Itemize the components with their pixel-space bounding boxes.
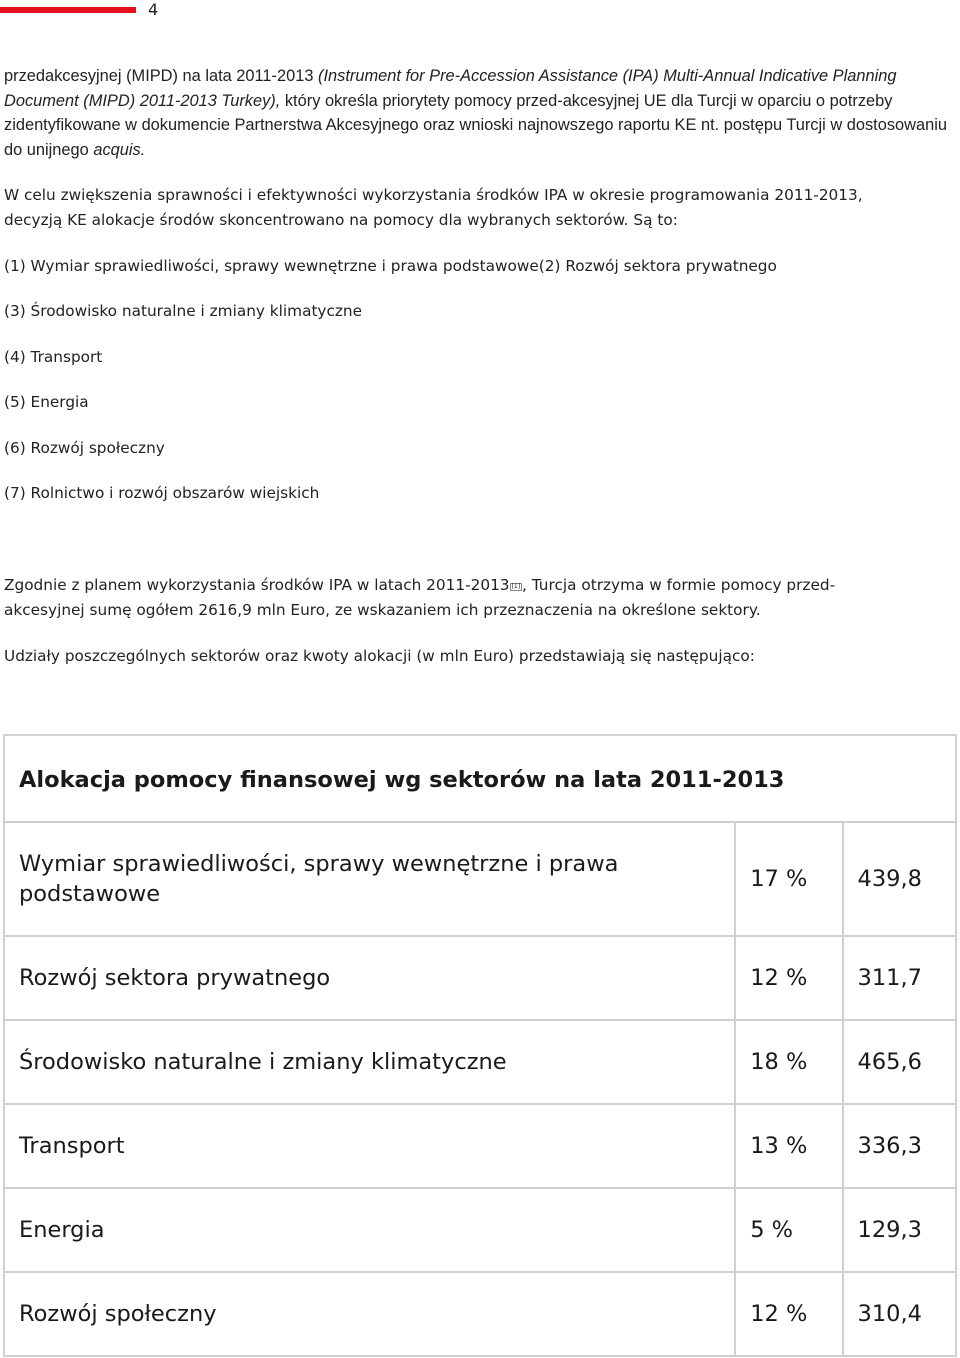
sectors-paragraph-line-1: W celu zwiększenia sprawności i efektywności wykorzystania środków IPA w okresie programowania 2011-2013, <box>4 186 863 204</box>
sector-share: 5 % <box>735 1188 842 1272</box>
table-row <box>4 1020 956 1104</box>
table-title-row <box>4 735 956 822</box>
sector-share: 13 % <box>735 1104 842 1188</box>
priority-item: (4) Transport <box>4 348 103 366</box>
priority-item: (6) Rozwój społeczny <box>4 439 165 457</box>
priority-item: (1) Wymiar sprawiedliwości, sprawy wewnętrzne i prawa podstawowe(2) Rozwój sektora prywatnego <box>4 257 777 275</box>
priority-item: (5) Energia <box>4 393 89 411</box>
sector-name: Rozwój społeczny <box>4 1272 735 1356</box>
intro-text-1: przedakcesyjnej (MIPD) na lata 2011-2013 <box>4 67 319 85</box>
table-row <box>4 1188 956 1272</box>
sector-name: Transport <box>4 1104 735 1188</box>
sector-amount: 311,7 <box>843 936 956 1020</box>
table-row <box>4 936 956 1020</box>
table-title: Alokacja pomocy finansowej wg sektorów na lata 2011-2013 <box>4 735 956 822</box>
sector-name: Rozwój sektora prywatnego <box>4 936 735 1020</box>
table-row <box>4 1104 956 1188</box>
sector-amount: 310,4 <box>843 1272 956 1356</box>
header-accent-bar <box>0 7 136 13</box>
priority-item: (3) Środowisko naturalne i zmiany klimatyczne <box>4 302 363 320</box>
plan-paragraph-line-1 <box>4 573 956 598</box>
table-row <box>4 822 956 936</box>
intro-text-italic-title: (Instrument for Pre-Accession Assistance (IPA) Multi-Annual Indicative Planning Document (MIPD) 2011-2013 Turkey), <box>4 67 897 110</box>
sector-amount: 465,6 <box>843 1020 956 1104</box>
sector-name: Energia <box>4 1188 735 1272</box>
priority-item: (7) Rolnictwo i rozwój obszarów wiejskich <box>4 484 320 502</box>
intro-paragraph <box>4 64 956 162</box>
sector-share: 17 % <box>735 822 842 936</box>
sector-name: Środowisko naturalne i zmiany klimatyczne <box>4 1020 735 1104</box>
allocation-table <box>3 734 957 1357</box>
sectors-paragraph-line-2: decyzją KE alokacje środów skoncentrowano na pomocy dla wybranych sektorów. Są to: <box>4 211 678 229</box>
page-number: 4 <box>148 0 159 19</box>
sector-amount: 336,3 <box>843 1104 956 1188</box>
table-row <box>4 1272 956 1356</box>
intro-text-italic-acquis: acquis. <box>93 140 146 159</box>
plan-text-1: Zgodnie z planem wykorzystania środków IPA w latach 2011-2013 <box>4 576 510 594</box>
sector-name: Wymiar sprawiedliwości, sprawy wewnętrzne i prawa podstawowe <box>4 822 735 936</box>
sector-share: 12 % <box>735 1272 842 1356</box>
sector-share: 12 % <box>735 936 842 1020</box>
plan-paragraph-line-2: akcesyjnej sumę ogółem 2616,9 mln Euro, ze wskazaniem ich przeznaczenia na określone sektory. <box>4 601 761 619</box>
shares-intro-paragraph: Udziały poszczególnych sektorów oraz kwoty alokacji (w mln Euro) przedstawiają się następująco: <box>4 647 755 665</box>
intro-text-2: który określa priorytety pomocy przed-akcesyjnej UE dla Turcji w oparciu o potrzeby zidentyfikowane w dokumencie Partnerstwa Akcesyjnego oraz wnioski najnowszego raportu KE nt. postępu Turcji w dostosowaniu do unijnego <box>4 91 947 159</box>
sector-amount: 129,3 <box>843 1188 956 1272</box>
footnote-link[interactable]: [1] <box>511 583 521 590</box>
sector-amount: 439,8 <box>843 822 956 936</box>
plan-text-2: , Turcja otrzyma w formie pomocy przed- <box>522 576 836 594</box>
sector-share: 18 % <box>735 1020 842 1104</box>
